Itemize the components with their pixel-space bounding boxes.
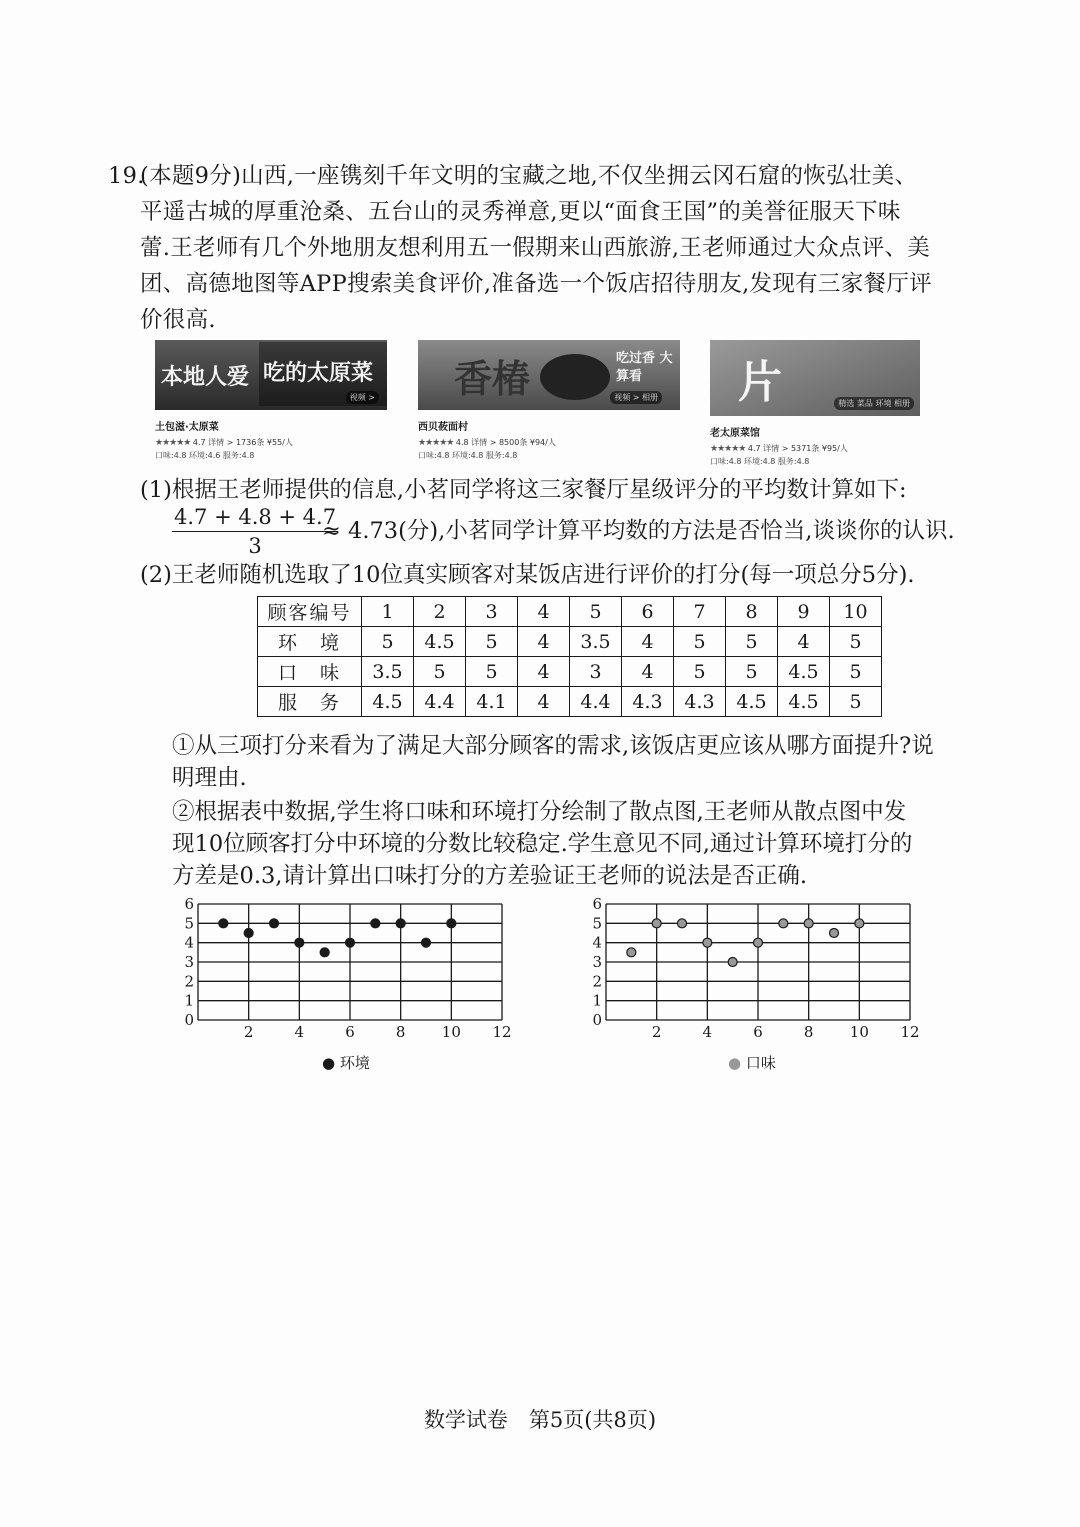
- restaurant-rating: ★★★★★ 4.8 详情 > 8500条 ¥94/人: [418, 438, 556, 448]
- star-rating-icon: ★★★★★: [710, 444, 746, 454]
- legend-marker-icon: ●: [322, 1054, 336, 1072]
- restaurant-photo: 香椿 吃过香 大算看 视频 > 相册: [418, 340, 680, 410]
- table-row: 口 味 3.5 5 5 4 3 4 5 5 4.5 5: [258, 657, 882, 687]
- question-text: [108, 158, 978, 338]
- data-point: [703, 938, 712, 947]
- q2-line1: ②根据表中数据,学生将口味和环境打分绘制了散点图,王老师从散点图中发: [172, 799, 907, 825]
- photo-tabs-chip: 精选 菜品 环境 相册: [834, 397, 914, 410]
- average-fraction: [172, 505, 338, 558]
- y-tick-label: 3: [592, 953, 602, 971]
- y-tick-label: 6: [184, 896, 194, 913]
- data-point: [396, 919, 405, 928]
- question-line-4: 团、高德地图等APP搜索美食评价,准备选一个饭店招待朋友,发现有三家餐厅评: [140, 271, 932, 297]
- data-point: [270, 919, 279, 928]
- data-point: [728, 958, 737, 967]
- score-table: [257, 596, 882, 717]
- x-tick-label: 12: [900, 1023, 920, 1041]
- data-point: [652, 919, 661, 928]
- x-tick-label: 4: [294, 1023, 305, 1041]
- taste-legend: ● 口味: [728, 1054, 776, 1072]
- x-tick-label: 2: [651, 1023, 662, 1041]
- x-tick-label: 6: [345, 1023, 355, 1041]
- y-tick-label: 1: [592, 991, 602, 1010]
- y-tick-label: 4: [184, 933, 194, 952]
- taste-scatter-chart: [578, 896, 928, 1046]
- y-tick-label: 4: [592, 933, 602, 952]
- y-tick-label: 5: [184, 914, 194, 933]
- environment-scatter-svg: [170, 896, 520, 1046]
- question-line-2: 平遥古城的厚重沧桑、五台山的灵秀禅意,更以“面食王国”的美誉征服天下味: [140, 199, 901, 225]
- table-row: 服 务 4.5 4.4 4.1 4 4.4 4.3 4.3 4.5 4.5 5: [258, 687, 882, 717]
- data-point: [295, 938, 304, 947]
- y-tick-label: 2: [592, 972, 602, 991]
- restaurant-card-2: [418, 340, 680, 461]
- data-point: [754, 938, 763, 947]
- x-tick-label: 2: [243, 1023, 254, 1041]
- part1-line2: ≈ 4.73(分),小茗同学计算平均数的方法是否恰当,谈谈你的认识.: [322, 518, 955, 544]
- restaurant-photo: 本地人爱 吃的太原菜 视频 >: [155, 340, 387, 410]
- table-row: 顾客编号 1 2 3 4 5 6 7 8 9 10: [258, 597, 882, 627]
- restaurant-subscores: 口味:4.8 环境:4.8 服务:4.8: [710, 457, 810, 466]
- data-point: [779, 919, 788, 928]
- y-tick-label: 5: [592, 914, 602, 933]
- x-tick-label: 4: [702, 1023, 713, 1041]
- data-point: [219, 919, 228, 928]
- data-point: [447, 919, 456, 928]
- table-row: 环 境 5 4.5 5 4 3.5 4 5 5 4 5: [258, 627, 882, 657]
- video-chip: 视频 > 相册: [610, 391, 662, 404]
- question-line-3: 蕾.王老师有几个外地朋友想利用五一假期来山西旅游,王老师通过大众点评、美: [140, 235, 931, 261]
- q1-line2: 明理由.: [172, 765, 247, 791]
- data-point: [627, 948, 636, 957]
- q1-line1: ①从三项打分来看为了满足大部分顾客的需求,该饭店更应该从哪方面提升?说: [172, 733, 934, 759]
- data-point: [422, 938, 431, 947]
- y-tick-label: 6: [592, 896, 602, 913]
- restaurant-rating: ★★★★★ 4.7 详情 > 1736条 ¥55/人: [155, 438, 293, 448]
- x-tick-label: 10: [849, 1023, 869, 1041]
- restaurant-screenshots: [150, 340, 930, 470]
- x-tick-label: 10: [441, 1023, 461, 1041]
- x-tick-label: 12: [492, 1023, 512, 1041]
- environment-legend: ● 环境: [322, 1054, 370, 1072]
- data-point: [678, 919, 687, 928]
- fraction-denominator: 3: [248, 534, 262, 558]
- restaurant-subscores: 口味:4.8 环境:4.8 服务:4.8: [418, 451, 518, 460]
- y-tick-label: 0: [592, 1011, 602, 1029]
- restaurant-subscores: 口味:4.8 环境:4.6 服务:4.8: [155, 451, 255, 460]
- x-tick-label: 8: [395, 1023, 406, 1041]
- environment-scatter-chart: [170, 896, 520, 1046]
- restaurant-card-1: [155, 340, 387, 461]
- legend-marker-icon: ●: [728, 1054, 742, 1072]
- y-tick-label: 3: [184, 953, 194, 971]
- star-rating-icon: ★★★★★: [155, 438, 191, 448]
- restaurant-rating: ★★★★★ 4.7 详情 > 5371条 ¥95/人: [710, 444, 848, 454]
- data-point: [830, 929, 839, 938]
- q2-line2: 现10位顾客打分中环境的分数比较稳定.学生意见不同,通过计算环境打分的: [172, 831, 913, 857]
- data-point: [371, 919, 380, 928]
- y-tick-label: 0: [184, 1011, 194, 1029]
- star-rating-icon: ★★★★★: [418, 438, 454, 448]
- data-point: [855, 919, 864, 928]
- x-tick-label: 6: [753, 1023, 763, 1041]
- y-tick-label: 2: [184, 972, 194, 991]
- part1-line1: (1)根据王老师提供的信息,小茗同学将这三家餐厅星级评分的平均数计算如下:: [140, 477, 907, 503]
- table-header-label: 顾客编号: [258, 597, 362, 627]
- data-point: [320, 948, 329, 957]
- restaurant-name: 土包滋·太原菜: [155, 422, 219, 433]
- question-number: 19.: [108, 163, 145, 189]
- restaurant-card-3: [710, 340, 920, 467]
- data-point: [346, 938, 355, 947]
- data-point: [804, 919, 813, 928]
- q2-line3: 方差是0.3,请计算出口味打分的方差验证王老师的说法是否正确.: [172, 863, 808, 889]
- restaurant-name: 老太原菜馆: [710, 428, 760, 439]
- data-point: [244, 929, 253, 938]
- restaurant-name: 西贝莜面村: [418, 422, 468, 433]
- y-tick-label: 1: [184, 991, 194, 1010]
- fraction-numerator: 4.7 + 4.8 + 4.7: [172, 505, 338, 532]
- question-line-5: 价很高.: [140, 307, 216, 333]
- page-footer: 数学试卷 第5页(共8页): [423, 1408, 657, 1432]
- x-tick-label: 8: [803, 1023, 814, 1041]
- taste-scatter-svg: [578, 896, 928, 1046]
- restaurant-photo: 片 精选 菜品 环境 相册: [710, 340, 920, 416]
- question-line-1: 19.(本题9分)山西,一座镌刻千年文明的宝藏之地,不仅坐拥云冈石窟的恢弘壮美、: [108, 158, 978, 194]
- food-dish-image: [540, 354, 610, 400]
- part2-line: (2)王老师随机选取了10位真实顾客对某饭店进行评价的打分(每一项总分5分).: [140, 562, 915, 588]
- video-chip: 视频 >: [346, 391, 379, 404]
